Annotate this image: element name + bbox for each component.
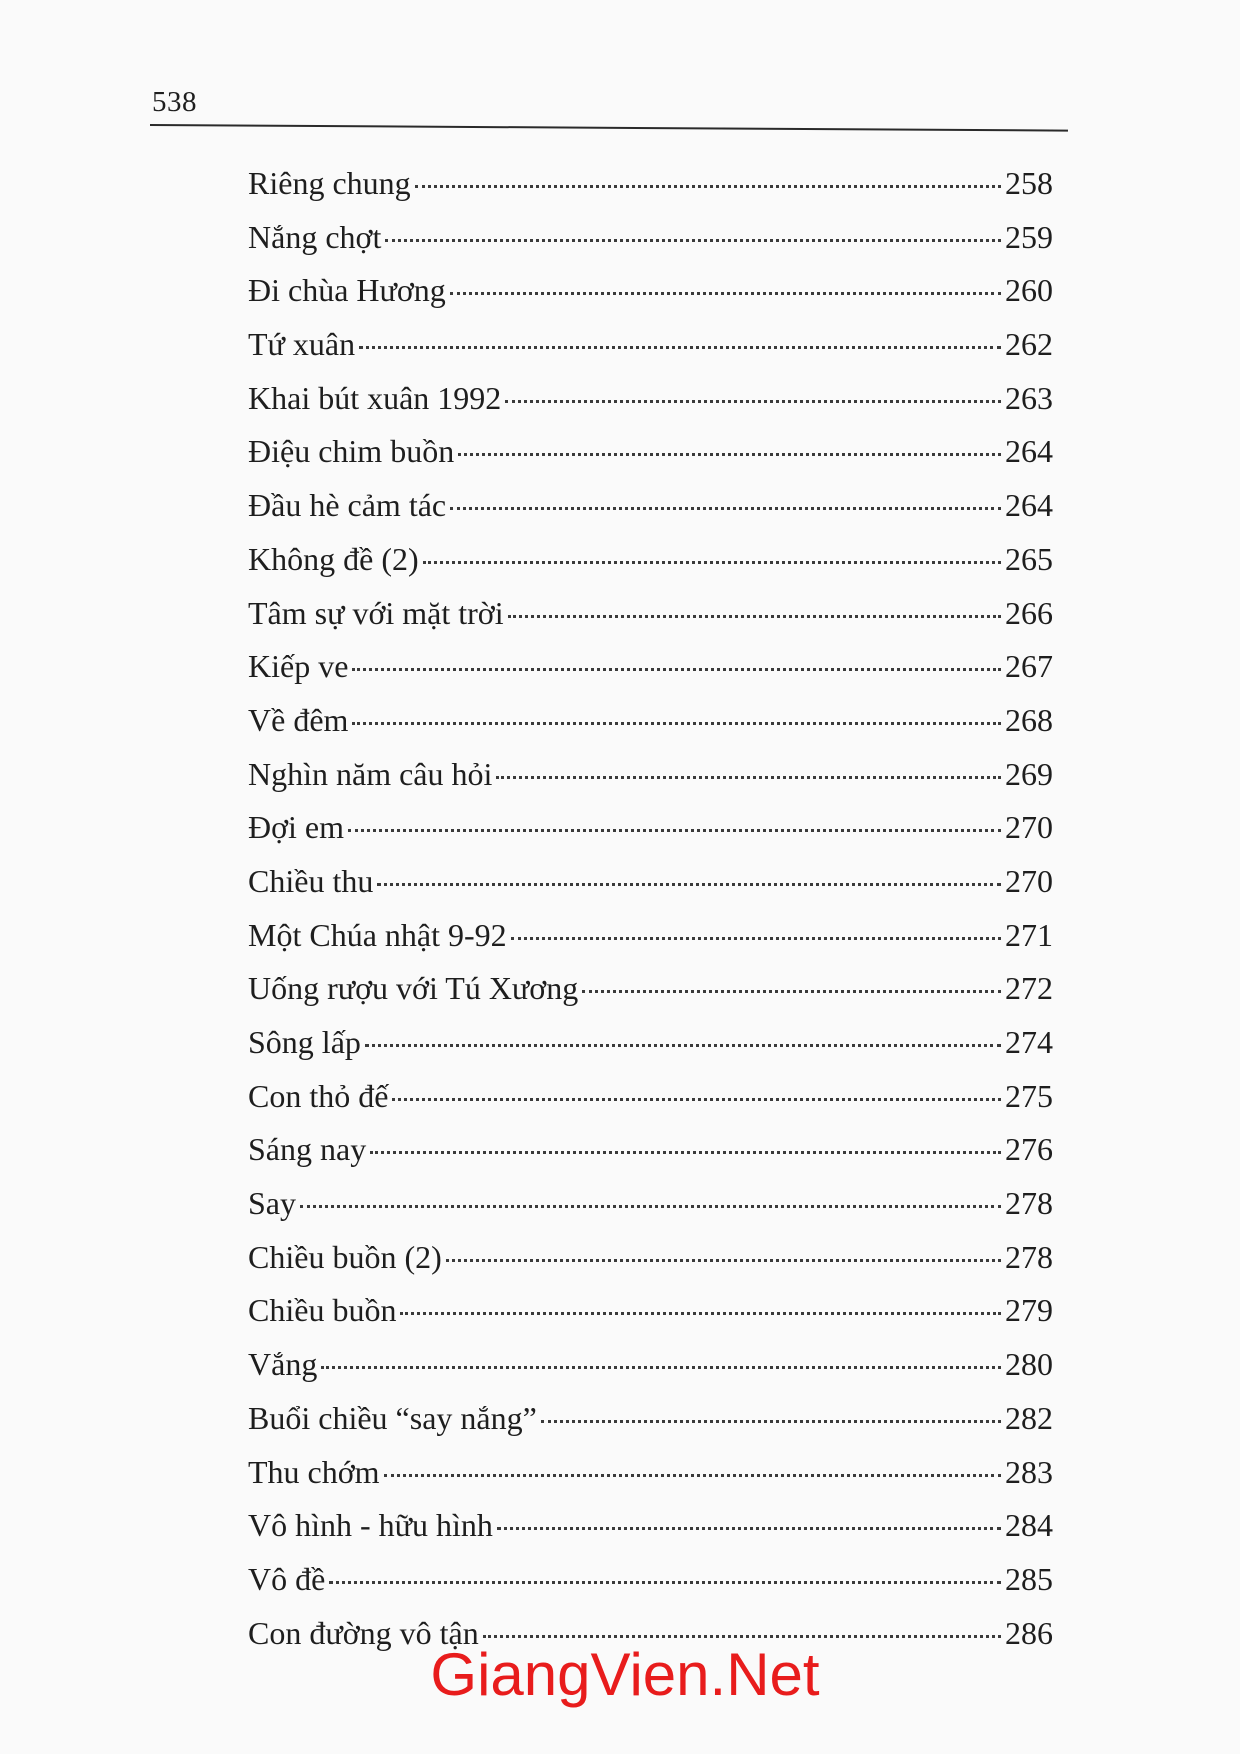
toc-entry-page: 264 — [1005, 433, 1053, 470]
toc-entry-page: 275 — [1005, 1077, 1053, 1114]
toc-entry-title: Không đề (2) — [248, 540, 419, 577]
toc-entry-title: Riêng chung — [248, 165, 411, 201]
toc-entry-title: Đi chùa Hương — [248, 272, 446, 309]
dot-leader — [385, 239, 1001, 242]
toc-entry-page: 263 — [1005, 379, 1053, 416]
toc-entry-title: Chiều buồn (2) — [248, 1238, 442, 1275]
dot-leader — [392, 1098, 1001, 1101]
toc-entry — [248, 318, 1053, 372]
toc-entry-page: 259 — [1005, 218, 1053, 255]
toc-entry — [248, 1338, 1053, 1392]
toc-entry-page: 258 — [1005, 165, 1053, 201]
toc-entry-title: Một Chúa nhật 9-92 — [248, 916, 507, 953]
toc-entry-title: Sông lấp — [248, 1024, 361, 1060]
dot-leader — [511, 937, 1001, 940]
dot-leader — [423, 561, 1001, 564]
toc-entry-title: Vắng — [248, 1346, 318, 1383]
toc-entry — [248, 640, 1053, 694]
toc-entry-page: 268 — [1005, 701, 1053, 738]
toc-entry-title: Thu chớm — [248, 1453, 380, 1490]
toc-entry-page: 270 — [1005, 862, 1053, 899]
toc-entry-page: 285 — [1005, 1560, 1053, 1597]
dot-leader — [348, 829, 1001, 832]
dot-leader — [400, 1312, 1001, 1315]
toc-entry-page: 283 — [1005, 1453, 1053, 1490]
toc-entry-title: Nắng chợt — [248, 218, 382, 255]
toc-entry-title: Chiều buồn — [248, 1292, 397, 1329]
dot-leader — [508, 615, 1001, 618]
dot-leader — [450, 292, 1001, 295]
toc-entry-page: 276 — [1005, 1131, 1053, 1168]
toc-entry-page: 278 — [1005, 1185, 1053, 1222]
toc-entry — [248, 1553, 1053, 1607]
dot-leader — [541, 1420, 1001, 1423]
toc-entry — [248, 587, 1053, 641]
toc-entry-page: 264 — [1005, 487, 1053, 524]
dot-leader — [496, 776, 1001, 779]
toc-entry — [248, 479, 1053, 533]
toc-entry-title: Con đường vô tận — [248, 1614, 479, 1651]
dot-leader — [300, 1205, 1001, 1208]
toc-entry-title: Vô đề — [248, 1560, 326, 1597]
dot-leader — [415, 185, 1001, 188]
toc-entry — [248, 1392, 1053, 1446]
dot-leader — [377, 883, 1001, 886]
toc-entry — [248, 855, 1053, 909]
toc-entry — [248, 425, 1053, 479]
toc-entry-title: Đợi em — [248, 809, 345, 846]
dot-leader — [582, 990, 1001, 993]
dot-leader — [359, 346, 1001, 349]
toc-entry — [248, 1284, 1053, 1338]
toc-entry — [248, 801, 1053, 855]
dot-leader — [446, 1259, 1001, 1262]
dot-leader — [329, 1581, 1001, 1584]
toc-entry — [248, 909, 1053, 963]
toc-entry-title: Tâm sự với mặt trời — [248, 594, 504, 631]
toc-entry-title: Kiếp ve — [248, 648, 349, 685]
header-rule — [150, 124, 1068, 132]
dot-leader — [384, 1474, 1001, 1477]
toc-entry — [248, 1446, 1053, 1500]
dot-leader — [450, 507, 1001, 510]
toc-entry-page: 278 — [1005, 1238, 1053, 1275]
toc-entry-title: Sáng nay — [248, 1131, 367, 1168]
dot-leader — [352, 722, 1001, 725]
page-number: 538 — [152, 86, 197, 118]
toc-entry-title: Con thỏ đế — [248, 1077, 389, 1114]
toc-entry — [248, 694, 1053, 748]
toc-entry-page: 265 — [1005, 540, 1053, 577]
dot-leader — [321, 1366, 1001, 1369]
toc-entry — [248, 1499, 1053, 1553]
dot-leader — [505, 400, 1001, 403]
toc-entry-page: 280 — [1005, 1346, 1053, 1383]
dot-leader — [365, 1044, 1001, 1047]
toc-entry-title: Vô hình - hữu hình — [248, 1507, 493, 1544]
watermark: GiangVien.Net — [430, 1641, 820, 1708]
toc-entry-page: 270 — [1005, 809, 1053, 846]
toc-entry — [248, 1177, 1053, 1231]
toc-entry-title: Uống rượu với Tú Xương — [248, 970, 579, 1007]
dot-leader — [458, 453, 1001, 456]
toc-entry-page: 269 — [1005, 755, 1053, 792]
toc-entry-title: Điệu chim buồn — [248, 433, 455, 470]
dot-leader — [352, 668, 1001, 671]
toc-entry — [248, 1231, 1053, 1285]
toc-entry-page: 262 — [1005, 326, 1053, 363]
toc-entry-title: Về đêm — [248, 701, 349, 738]
toc-entry — [248, 372, 1053, 426]
toc-entry — [248, 1070, 1053, 1124]
dot-leader — [483, 1635, 1001, 1638]
toc-entry-title: Đầu hè cảm tác — [248, 487, 447, 524]
table-of-contents — [248, 157, 1053, 1660]
toc-entry-page: 267 — [1005, 648, 1053, 685]
dot-leader — [497, 1527, 1001, 1530]
toc-entry-title: Tứ xuân — [248, 326, 356, 363]
toc-entry-page: 260 — [1005, 272, 1053, 309]
toc-entry-title: Chiều thu — [248, 862, 374, 899]
toc-entry — [248, 533, 1053, 587]
toc-entry — [248, 211, 1053, 265]
toc-entry — [248, 962, 1053, 1016]
toc-entry-page: 274 — [1005, 1024, 1053, 1060]
toc-entry-page: 286 — [1005, 1614, 1053, 1651]
toc-entry — [248, 748, 1053, 802]
toc-entry-page: 284 — [1005, 1507, 1053, 1544]
toc-entry — [248, 1123, 1053, 1177]
toc-entry-page: 272 — [1005, 970, 1053, 1007]
toc-entry-title: Nghìn năm câu hỏi — [248, 755, 493, 792]
toc-entry-page: 279 — [1005, 1292, 1053, 1329]
toc-entry-page: 282 — [1005, 1399, 1053, 1436]
toc-entry — [248, 264, 1053, 318]
toc-entry-title: Buổi chiều “say nắng” — [248, 1399, 537, 1436]
dot-leader — [370, 1151, 1001, 1154]
toc-entry-title: Say — [248, 1185, 296, 1222]
toc-entry-title: Khai bút xuân 1992 — [248, 379, 502, 416]
toc-entry — [248, 157, 1053, 211]
toc-entry-page: 266 — [1005, 594, 1053, 631]
toc-entry-page: 271 — [1005, 916, 1053, 953]
toc-entry — [248, 1016, 1053, 1070]
